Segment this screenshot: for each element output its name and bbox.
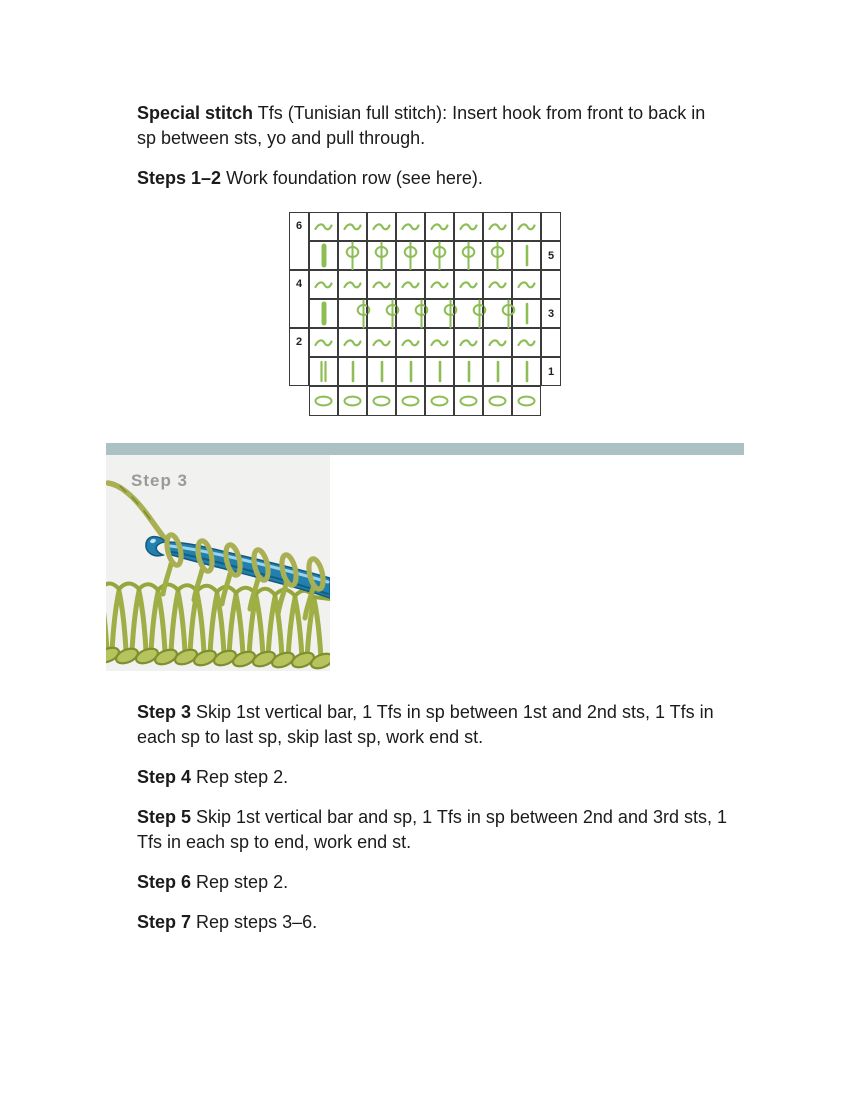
special-stitch-paragraph [137,101,729,151]
photo-step-label: Step 3 [131,471,189,490]
chart-row-number-right: 1 [541,357,561,386]
chart-cell-bar [396,357,425,386]
chart-cell-return [425,270,454,299]
chart-cell-chain [367,386,396,416]
chart-cell-return [309,270,338,299]
return-pass-icon [459,280,478,290]
chart-cell-chain [454,386,483,416]
chart-cell-chain [309,386,338,416]
chart-cell-tfs [338,241,367,270]
chart-cell-bar [425,357,454,386]
return-pass-icon [488,222,507,232]
return-pass-icon [430,338,449,348]
step-5-text: Skip 1st vertical bar and sp, 1 Tfs in sp between 2nd and 3rd sts, 1 Tfs in each sp to end, work end st. [137,807,727,852]
return-pass-icon [314,338,333,348]
return-pass-icon [488,338,507,348]
chain-icon [516,395,537,407]
chart-cell-return [396,270,425,299]
double-bar-icon [318,361,329,382]
chart-cell-tfs [396,241,425,270]
chart-cell-return [454,212,483,241]
chart-cell-tfs-offset [396,299,425,328]
chart-cell-bar [338,357,367,386]
return-pass-icon [343,222,362,232]
chart-cell-return [483,212,512,241]
vertical-bar-icon [523,361,531,382]
special-stitch-label: Special stitch [137,103,254,123]
chart-cell-tfs [425,241,454,270]
chart-cell-tfs-offset [454,299,483,328]
chart-cell-return [483,328,512,357]
chart-side-cell-empty [541,270,561,299]
chain-icon [429,395,450,407]
step-4-text: Rep step 2. [191,767,289,787]
step-6-label: Step 6 [137,872,192,892]
chart-cell-return [512,270,541,299]
return-pass-icon [372,222,391,232]
chart-cell-tfs-offset [338,299,367,328]
chart-cell-return [367,328,396,357]
crochet-photo [106,455,330,671]
chart-cell-thick-bar [309,299,338,328]
chain-icon [458,395,479,407]
steps-block [137,700,729,950]
chart-cell-return [454,270,483,299]
return-pass-icon [372,280,391,290]
vertical-bar-icon [378,361,386,382]
return-pass-icon [401,222,420,232]
chart-cell-return [309,212,338,241]
return-pass-icon [314,222,333,232]
return-pass-icon [459,222,478,232]
chart-cell-bar [454,357,483,386]
chain-icon [371,395,392,407]
special-stitch-text: Tfs (Tunisian full stitch): Insert hook from front to back in sp between sts, yo and pull through. [137,103,706,148]
chart-row-number-right: 5 [541,241,561,270]
chart-side-cell-empty [541,212,561,241]
return-pass-icon [343,338,362,348]
chart-cell-double-bar [309,357,338,386]
chart-cell-return [483,270,512,299]
step-5-paragraph [137,805,729,855]
chart-cell-chain [338,386,367,416]
chain-icon [342,395,363,407]
chart-row-number-right: 3 [541,299,561,328]
chart-cell-chain [396,386,425,416]
step-6-text: Rep step 2. [191,872,289,892]
chart-cell-chain [425,386,454,416]
steps-1-2-text: Work foundation row (see here). [221,168,483,188]
step-6-paragraph [137,870,729,895]
steps-1-2-paragraph [137,166,729,191]
chart-row-number-left: 6 [289,212,309,270]
steps-1-2-label: Steps 1–2 [137,168,222,188]
return-pass-icon [430,222,449,232]
return-pass-icon [314,280,333,290]
chain-icon [313,395,334,407]
step-7-paragraph [137,910,729,935]
chart-row-number-left: 4 [289,270,309,328]
chart-cell-tfs [483,241,512,270]
tfs-icon [460,242,477,270]
chart-cell-bar [512,357,541,386]
vertical-bar-icon [523,245,531,266]
vertical-bar-icon [436,361,444,382]
chart-row-number-left: 2 [289,328,309,386]
chart-cell-thick-bar [309,241,338,270]
step-3-paragraph [137,700,729,750]
return-pass-icon [343,280,362,290]
chart-cell-return [338,270,367,299]
return-pass-icon [459,338,478,348]
chart-cell-return [425,212,454,241]
chart-cell-return [367,212,396,241]
tfs-icon [344,242,361,270]
chart-cell-return [425,328,454,357]
chart-cell-return [396,328,425,357]
tfs-icon [402,242,419,270]
chart-cell-tfs [454,241,483,270]
return-pass-icon [517,338,536,348]
chart-cell-chain [483,386,512,416]
step-4-paragraph [137,765,729,790]
return-pass-icon [517,222,536,232]
chart-cell-return [396,212,425,241]
return-pass-icon [430,280,449,290]
return-pass-icon [372,338,391,348]
tfs-icon [373,242,390,270]
chart-cell-bar [512,241,541,270]
chart-cell-return [338,328,367,357]
chart-side-cell-empty [541,328,561,357]
step-5-label: Step 5 [137,807,192,827]
chain-icon [487,395,508,407]
step-3-label: Step 3 [137,702,192,722]
chart-cell-return [309,328,338,357]
chart-cell-return [338,212,367,241]
return-pass-icon [401,280,420,290]
edge-stitch-icon [320,245,328,266]
stitch-chart [289,212,561,416]
chart-cell-return [454,328,483,357]
step-3-text: Skip 1st vertical bar, 1 Tfs in sp between 1st and 2nd sts, 1 Tfs in each sp to last sp, skip last sp, work end st. [137,702,714,747]
tfs-icon [489,242,506,270]
step-4-label: Step 4 [137,767,192,787]
return-pass-icon [401,338,420,348]
chain-icon [400,395,421,407]
chart-cell-bar [483,357,512,386]
chart-cell-tfs-offset [367,299,396,328]
step-7-text: Rep steps 3–6. [191,912,318,932]
chart-cell-tfs-offset [425,299,454,328]
chart-cell-return [512,212,541,241]
tfs-icon [500,300,517,328]
chart-cell-bar [367,357,396,386]
vertical-bar-icon [523,303,531,324]
edge-stitch-icon [320,303,328,324]
vertical-bar-icon [494,361,502,382]
step-7-label: Step 7 [137,912,192,932]
chart-cell-return [367,270,396,299]
tfs-icon [431,242,448,270]
return-pass-icon [488,280,507,290]
chart-cell-return [512,328,541,357]
section-divider-bar [106,443,744,455]
chart-cell-tfs [367,241,396,270]
chart-cell-tfs-offset [483,299,512,328]
vertical-bar-icon [407,361,415,382]
chart-cell-chain [512,386,541,416]
vertical-bar-icon [465,361,473,382]
return-pass-icon [517,280,536,290]
vertical-bar-icon [349,361,357,382]
